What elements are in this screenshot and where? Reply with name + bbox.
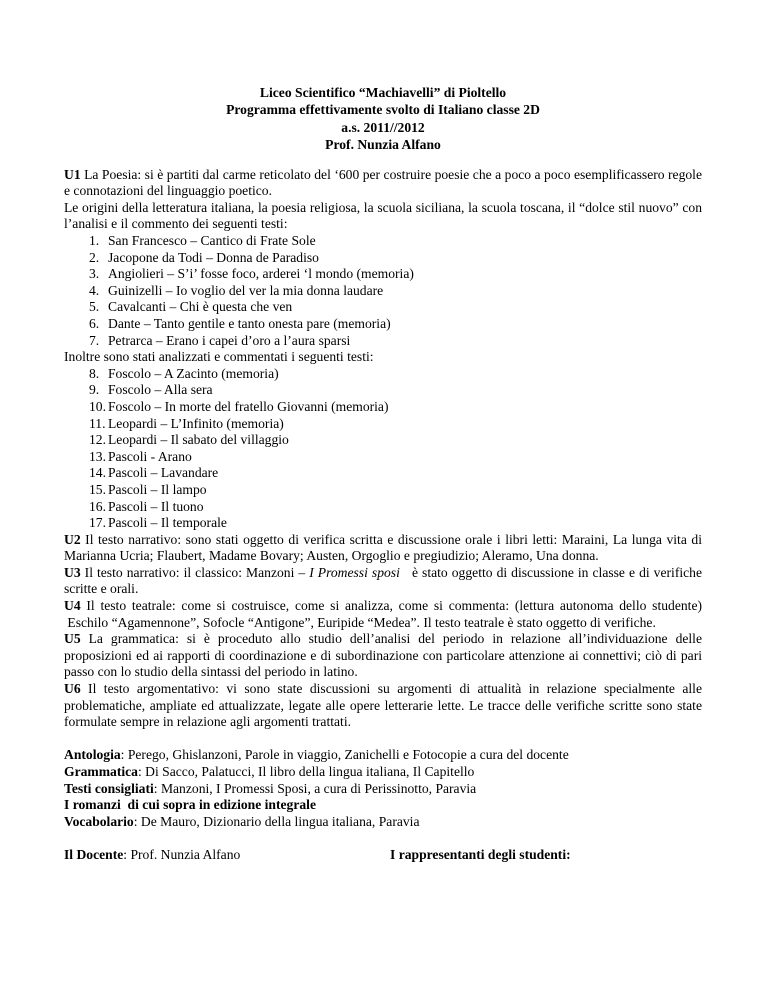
list-item-number: 2. xyxy=(89,249,100,265)
list-item-text: Angiolieri – S’i’ fosse foco, arderei ‘l mondo (memoria) xyxy=(108,266,414,282)
document-body xyxy=(64,167,702,864)
text-run: Le origini della letteratura italiana, la poesia religiosa, la scuola siciliana, la scuola toscana, il “dolce stil nuovo” con l’analisi e il commento dei seguenti testi: xyxy=(64,199,702,232)
list-item xyxy=(89,283,702,300)
text-run: U1 xyxy=(64,166,81,182)
students-representatives-label xyxy=(390,847,702,864)
text-run: U4 xyxy=(64,598,81,614)
list-item-number: 7. xyxy=(89,332,100,348)
text-run: Il testo narrativo: il classico: Manzoni – xyxy=(80,564,310,580)
text-run: I romanzi di cui sopra in edizione integrale xyxy=(64,797,316,813)
document-header xyxy=(64,84,702,154)
text-run: La grammatica: si è proceduto allo studio dell’analisi del periodo in relazione all’individuazione delle proposizioni ed ai rapporti di coordinazione e di subordinazione con particolare attenzione ai connettivi; ciò di pari passo con lo studio della sintassi del periodo in latino. xyxy=(64,631,702,680)
paragraph xyxy=(64,532,702,565)
text-run: U5 xyxy=(64,631,81,647)
text-run: Vocabolario xyxy=(64,813,134,829)
list-item xyxy=(89,250,702,267)
document-title: Programma effettivamente svolto di Italiano classe 2D xyxy=(226,102,540,118)
list-item-number: 13. xyxy=(89,448,106,464)
text-run: Il testo narrativo: sono stati oggetto di verifica scritta e discussione orale i libri letti: Maraini, La lunga vita di Marianna Ucria; Flaubert, Madame Bovary; Austen, Orgoglio e pregiudizio; Aleramo, Una donna. xyxy=(64,531,702,564)
list-item-text: Foscolo – A Zacinto (memoria) xyxy=(108,365,279,381)
list-item xyxy=(89,299,702,316)
text-run: Il testo teatrale: come si costruisce, come si analizza, come si commenta: (lettura autonoma dello studente) Eschilo “Agamennone”, Sofocle “Antigone”, Euripide “Medea”. Il testo teatrale è stato oggetto di verifiche. xyxy=(64,598,702,630)
header-gap xyxy=(64,154,702,167)
list-item-text: Leopardi – L’Infinito (memoria) xyxy=(108,415,284,431)
list-item-number: 5. xyxy=(89,299,100,315)
blank-line xyxy=(64,830,702,847)
paragraph xyxy=(64,781,702,798)
paragraph xyxy=(64,167,702,200)
paragraph xyxy=(64,764,702,781)
text-run: I rappresentanti degli studenti: xyxy=(390,846,571,862)
numbered-list xyxy=(64,366,702,532)
text-run: Inoltre sono stati analizzati e commentati i seguenti testi: xyxy=(64,349,374,365)
list-item-number: 6. xyxy=(89,315,100,331)
paragraph xyxy=(64,814,702,831)
text-run: : Di Sacco, Palatucci, Il libro della lingua italiana, Il Capitello xyxy=(137,764,475,779)
list-item-text: Dante – Tanto gentile e tanto onesta pare (memoria) xyxy=(108,315,391,331)
list-item-number: 4. xyxy=(89,282,100,298)
text-run: Testi consigliati xyxy=(64,780,154,796)
list-item-text: Pascoli – Lavandare xyxy=(108,465,219,481)
list-item-text: Petrarca – Erano i capei d’oro a l’aura sparsi xyxy=(108,332,351,348)
list-item xyxy=(89,316,702,333)
text-run: U6 xyxy=(64,681,81,697)
list-item xyxy=(89,399,702,416)
text-run: I Promessi sposi xyxy=(309,564,400,580)
paragraph xyxy=(64,598,702,631)
text-run: : Prof. Nunzia Alfano xyxy=(123,846,241,862)
text-run: è stato oggetto di discussione in classe e di verifiche scritte e orali. xyxy=(64,564,702,597)
school-name: Liceo Scientifico “Machiavelli” di Pioltello xyxy=(259,85,507,100)
paragraph xyxy=(64,349,702,366)
text-run: : De Mauro, Dizionario della lingua italiana, Paravia xyxy=(133,813,420,829)
list-item xyxy=(89,382,702,399)
list-item xyxy=(89,499,702,516)
list-item xyxy=(89,266,702,283)
list-item-number: 9. xyxy=(89,382,100,398)
list-item-text: Pascoli - Arano xyxy=(108,448,192,464)
text-run: U3 xyxy=(64,564,81,580)
paragraph xyxy=(64,681,702,731)
list-item-number: 8. xyxy=(89,365,100,381)
text-run: Grammatica xyxy=(64,764,138,779)
numbered-list xyxy=(64,233,702,349)
paragraph xyxy=(64,631,702,681)
list-item-number: 17. xyxy=(89,515,106,531)
list-item-text: Leopardi – Il sabato del villaggio xyxy=(108,432,289,448)
list-item-text: Cavalcanti – Chi è questa che ven xyxy=(108,299,293,315)
list-item xyxy=(89,482,702,499)
list-item-number: 1. xyxy=(89,233,100,248)
list-item xyxy=(89,366,702,383)
text-run: Il testo argomentativo: vi sono state discussioni su argomenti di attualità in relazione specialmente alle problematiche, ampliate ed attualizzate, legate alle opere letterarie lette. Le tracce delle verifiche scritte sono state formulate sempre in relazione agli argomenti trattati. xyxy=(64,681,702,730)
paragraph xyxy=(64,565,702,598)
list-item-text: Guinizelli – Io voglio del ver la mia donna laudare xyxy=(108,282,384,298)
list-item-text: Pascoli – Il temporale xyxy=(108,515,227,531)
list-item-text: Pascoli – Il lampo xyxy=(108,481,207,497)
paragraph xyxy=(64,797,702,814)
list-item-text: Foscolo – Alla sera xyxy=(108,382,213,398)
list-item xyxy=(89,333,702,350)
list-item xyxy=(89,515,702,532)
list-item-number: 12. xyxy=(89,432,106,448)
teacher-signature-label xyxy=(64,847,390,864)
list-item-text: Jacopone da Todi – Donna de Paradiso xyxy=(108,249,319,265)
text-run: U2 xyxy=(64,531,81,547)
list-item-number: 10. xyxy=(89,398,106,414)
list-item xyxy=(89,432,702,449)
text-run: Il Docente xyxy=(64,846,124,862)
text-run: : Manzoni, I Promessi Sposi, a cura di Perissinotto, Paravia xyxy=(153,780,477,796)
list-item-number: 11. xyxy=(89,415,106,431)
text-run: : Perego, Ghislanzoni, Parole in viaggio, Zanichelli e Fotocopie a cura del docente xyxy=(120,747,569,763)
text-run: Antologia xyxy=(64,747,121,763)
blank-line xyxy=(64,731,702,748)
list-item-text: San Francesco – Cantico di Frate Sole xyxy=(108,233,316,248)
paragraph xyxy=(64,200,702,233)
list-item xyxy=(89,416,702,433)
list-item-number: 16. xyxy=(89,498,106,514)
list-item-text: Pascoli – Il tuono xyxy=(108,498,204,514)
teacher-name: Prof. Nunzia Alfano xyxy=(325,137,441,153)
list-item-number: 14. xyxy=(89,465,106,481)
text-run: La Poesia: si è partiti dal carme reticolato del ‘600 per costruire poesie che a poco a poco esemplificassero regole e connotazioni del linguaggio poetico. xyxy=(64,166,702,199)
signature-row xyxy=(64,847,702,864)
list-item xyxy=(89,233,702,250)
school-year: a.s. 2011//2012 xyxy=(341,119,425,135)
list-item xyxy=(89,465,702,482)
list-item xyxy=(89,449,702,466)
list-item-text: Foscolo – In morte del fratello Giovanni (memoria) xyxy=(108,398,389,414)
list-item-number: 3. xyxy=(89,266,100,282)
list-item-number: 15. xyxy=(89,481,106,497)
paragraph xyxy=(64,747,702,764)
